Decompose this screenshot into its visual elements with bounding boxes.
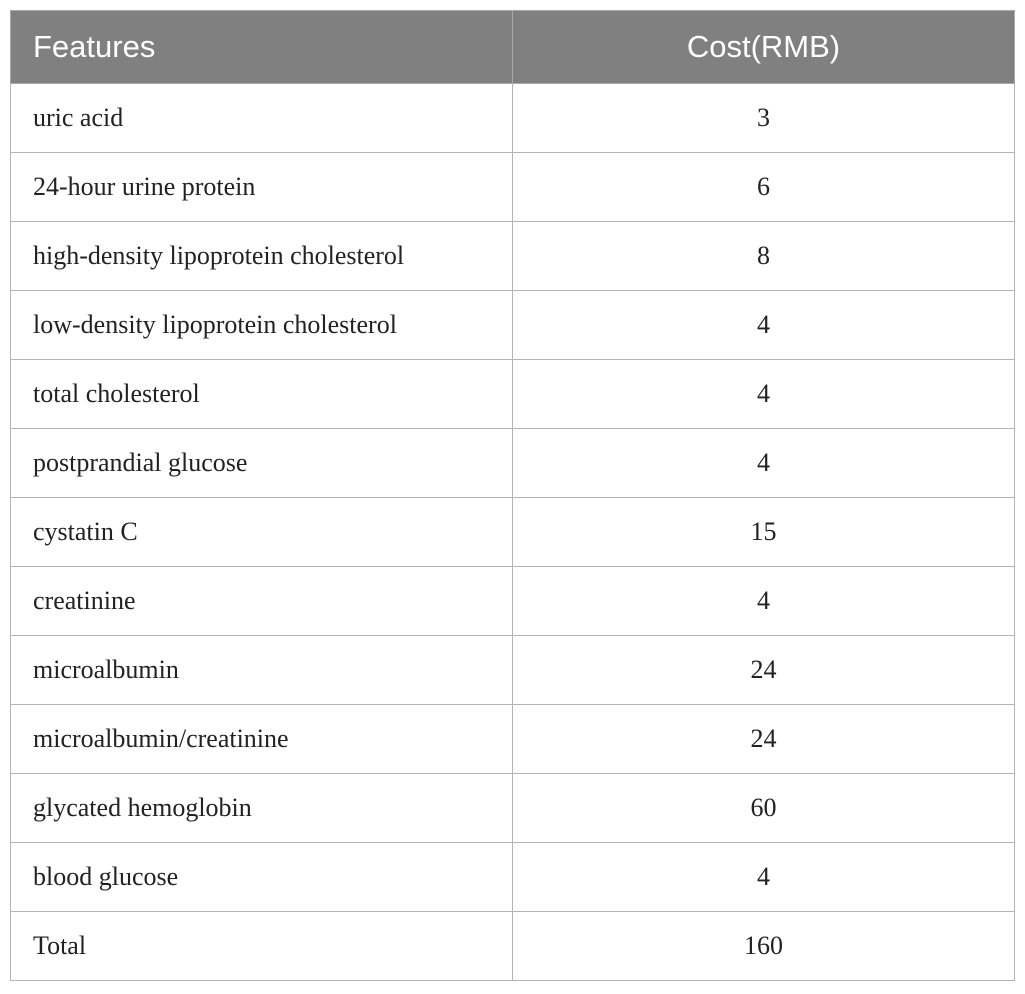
cost-cell: 8 [513, 222, 1015, 291]
table-header [11, 11, 1015, 84]
feature-cell: creatinine [11, 567, 513, 636]
feature-cell: high-density lipoprotein cholesterol [11, 222, 513, 291]
total-label-cell: Total [11, 912, 513, 981]
table-row [11, 360, 1015, 429]
cost-cell: 4 [513, 567, 1015, 636]
cost-cell: 24 [513, 705, 1015, 774]
feature-cell: cystatin C [11, 498, 513, 567]
feature-cell: postprandial glucose [11, 429, 513, 498]
total-row [11, 912, 1015, 981]
table-row [11, 429, 1015, 498]
cost-cell: 4 [513, 429, 1015, 498]
feature-cell: microalbumin/creatinine [11, 705, 513, 774]
table-row [11, 84, 1015, 153]
feature-cell: low-density lipoprotein cholesterol [11, 291, 513, 360]
total-cost-cell: 160 [513, 912, 1015, 981]
cost-column-header: Cost(RMB) [513, 11, 1015, 84]
feature-cell: glycated hemoglobin [11, 774, 513, 843]
table-row [11, 843, 1015, 912]
cost-cell: 24 [513, 636, 1015, 705]
cost-cell: 4 [513, 843, 1015, 912]
feature-cost-table [10, 10, 1015, 981]
header-row [11, 11, 1015, 84]
table-row [11, 774, 1015, 843]
features-column-header: Features [11, 11, 513, 84]
feature-cell: blood glucose [11, 843, 513, 912]
table-row [11, 222, 1015, 291]
feature-cell: total cholesterol [11, 360, 513, 429]
cost-cell: 4 [513, 291, 1015, 360]
cost-cell: 15 [513, 498, 1015, 567]
cost-cell: 4 [513, 360, 1015, 429]
table-row [11, 153, 1015, 222]
table-row [11, 636, 1015, 705]
table-row [11, 291, 1015, 360]
feature-cell: uric acid [11, 84, 513, 153]
table-body [11, 84, 1015, 981]
table-row [11, 498, 1015, 567]
feature-cell: 24-hour urine protein [11, 153, 513, 222]
table-row [11, 567, 1015, 636]
cost-cell: 6 [513, 153, 1015, 222]
feature-cell: microalbumin [11, 636, 513, 705]
cost-cell: 3 [513, 84, 1015, 153]
cost-table-container [10, 10, 1014, 981]
table-row [11, 705, 1015, 774]
cost-cell: 60 [513, 774, 1015, 843]
